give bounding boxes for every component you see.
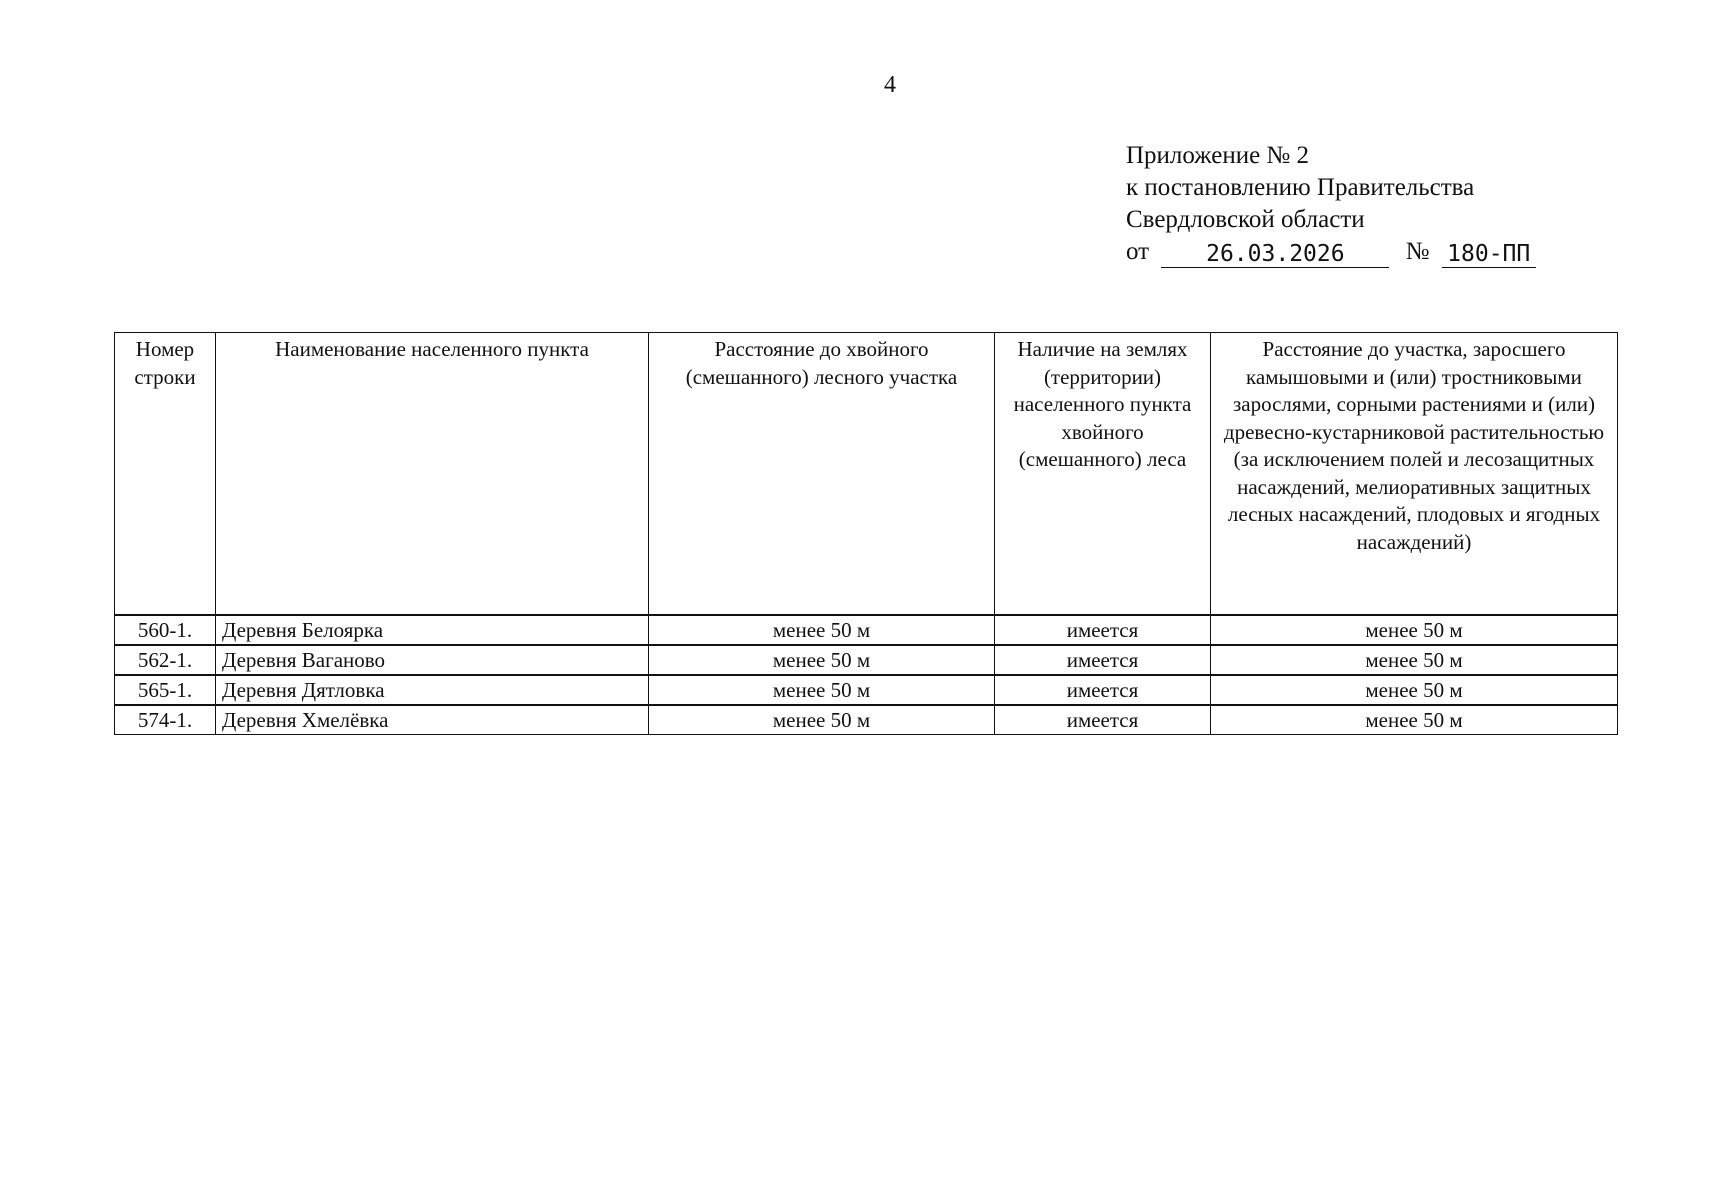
settlement-name-cell: Деревня Дятловка (216, 675, 649, 705)
forest-distance-cell: менее 50 м (649, 675, 995, 705)
from-label: от (1126, 238, 1150, 265)
settlement-name-cell: Деревня Белоярка (216, 615, 649, 645)
row-number-cell: 560-1. (115, 615, 216, 645)
header-forest-distance: Расстояние до хвойного (смешанного) лесного участка (649, 333, 995, 616)
resolution-number: 180-ПП (1442, 241, 1536, 268)
page-number: 4 (884, 72, 896, 98)
forest-presence-cell: имеется (995, 705, 1211, 735)
table-row (115, 675, 1618, 705)
overgrown-distance-cell: менее 50 м (1211, 675, 1618, 705)
overgrown-distance-cell: менее 50 м (1211, 615, 1618, 645)
appendix-block (1126, 140, 1536, 270)
table-row (115, 615, 1618, 645)
forest-distance-cell: менее 50 м (649, 705, 995, 735)
appendix-date-line (1126, 236, 1536, 270)
row-number-cell: 574-1. (115, 705, 216, 735)
row-number-cell: 562-1. (115, 645, 216, 675)
appendix-resolution-line: к постановлению Правительства (1126, 174, 1475, 201)
row-number-cell: 565-1. (115, 675, 216, 705)
header-overgrown-distance: Расстояние до участка, заросшего камышовыми и (или) тростниковыми зарослями, сорными растениями и (или) древесно-кустарниковой растительностью (за исключением полей и лесозащитных насаждений, мелиоративных защитных лесных насаждений, плодовых и ягодных насаждений) (1211, 333, 1618, 616)
forest-distance-cell: менее 50 м (649, 615, 995, 645)
number-sign: № (1405, 238, 1430, 265)
table-row (115, 645, 1618, 675)
header-forest-presence: Наличие на землях (территории) населенного пункта хвойного (смешанного) леса (995, 333, 1211, 616)
table-row (115, 705, 1618, 735)
overgrown-distance-cell: менее 50 м (1211, 645, 1618, 675)
appendix-title: Приложение № 2 (1126, 142, 1310, 169)
settlement-name-cell: Деревня Хмелёвка (216, 705, 649, 735)
settlement-name-cell: Деревня Ваганово (216, 645, 649, 675)
forest-distance-cell: менее 50 м (649, 645, 995, 675)
table-header-row (115, 333, 1618, 616)
overgrown-distance-cell: менее 50 м (1211, 705, 1618, 735)
header-row-number: Номер строки (115, 333, 216, 616)
forest-presence-cell: имеется (995, 645, 1211, 675)
resolution-date: 26.03.2026 (1161, 241, 1389, 268)
settlements-table (114, 332, 1618, 735)
appendix-region-line: Свердловской области (1126, 206, 1365, 233)
forest-presence-cell: имеется (995, 615, 1211, 645)
forest-presence-cell: имеется (995, 675, 1211, 705)
header-settlement-name: Наименование населенного пункта (216, 333, 649, 616)
